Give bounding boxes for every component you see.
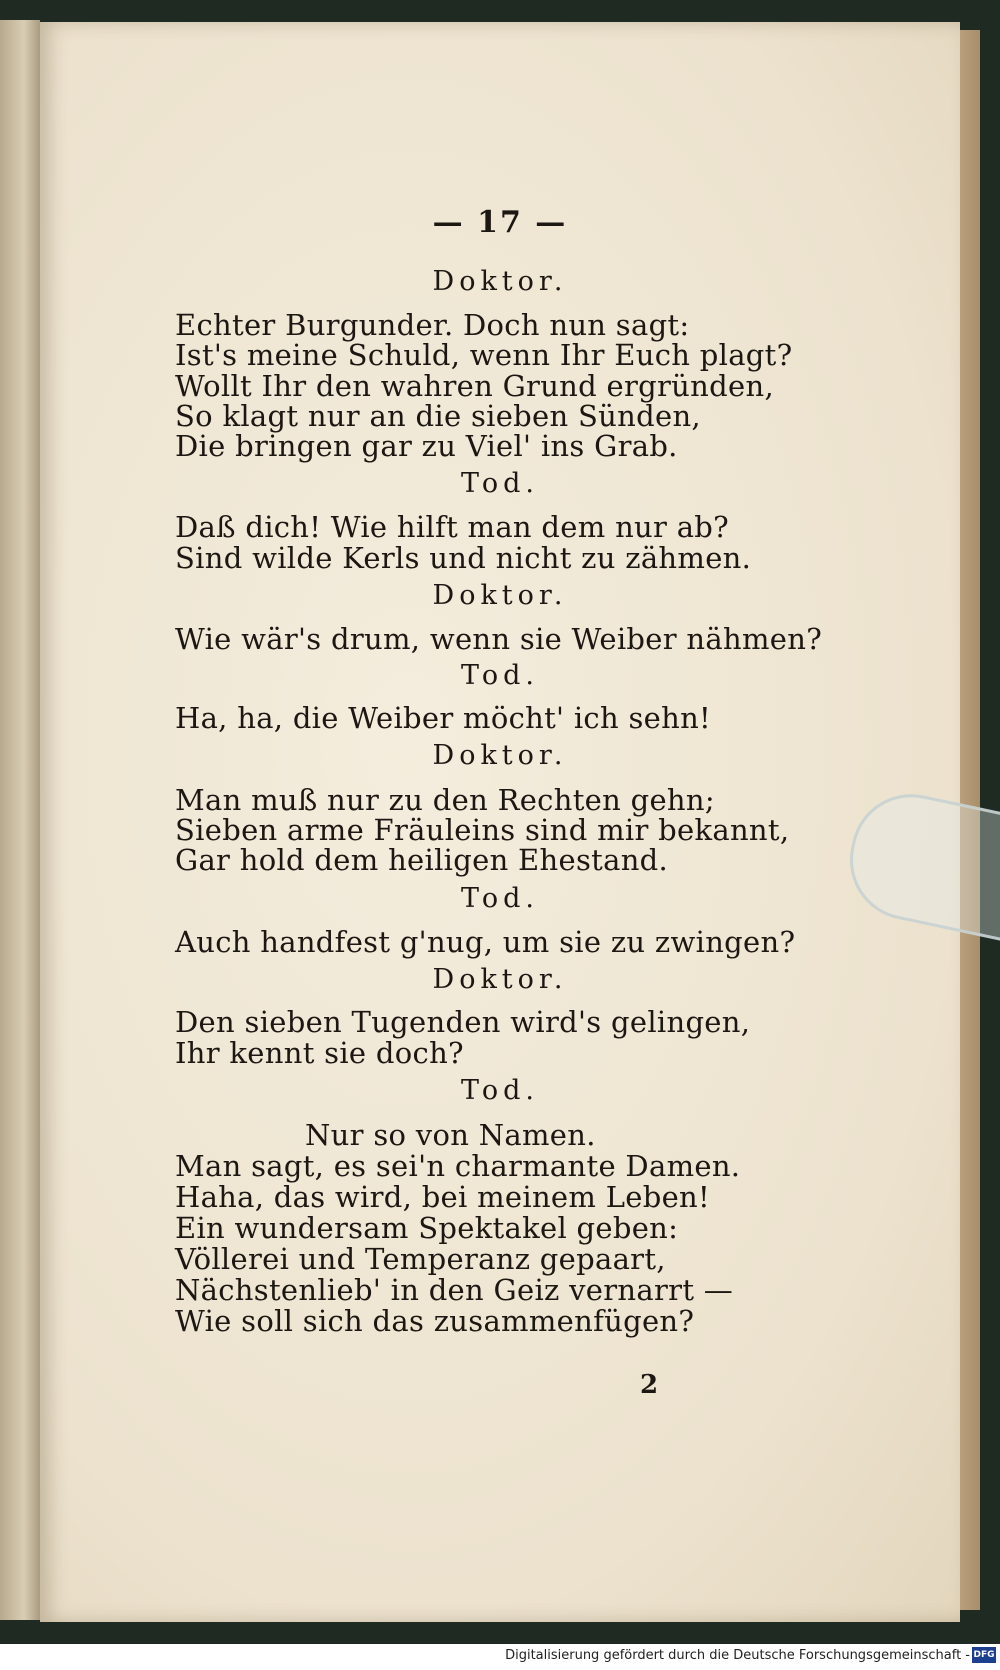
verse-line: Haha, das wird, bei meinem Leben! <box>175 1180 710 1214</box>
verse-line: Man muß nur zu den Rechten gehn; <box>175 783 715 817</box>
verse-line: Man sagt, es sei'n charmante Damen. <box>175 1149 741 1183</box>
facing-page-edge <box>0 20 40 1620</box>
verse-line: Ein wundersam Spektakel geben: <box>175 1211 679 1245</box>
speaker-tod: Tod. <box>460 660 540 691</box>
verse-line: Nächstenlieb' in den Geiz vernarrt — <box>175 1273 734 1307</box>
dfg-logo: DFG <box>972 1647 996 1663</box>
verse-line: Völlerei und Temperanz gepaart, <box>175 1242 666 1276</box>
verse-line: So klagt nur an die sieben Sünden, <box>175 399 701 433</box>
verse-line: Nur so von Namen. <box>305 1118 596 1152</box>
verse-line: Ist's meine Schuld, wenn Ihr Euch plagt? <box>175 338 793 372</box>
verse-line: Gar hold dem heiligen Ehestand. <box>175 843 669 877</box>
verse-line: Daß dich! Wie hilft man dem nur ab? <box>175 510 730 544</box>
verse-line: Sieben arme Fräuleins sind mir bekannt, <box>175 813 790 847</box>
verse-line: Sind wilde Kerls und nicht zu zähmen. <box>175 541 752 575</box>
verse-line: Ihr kennt sie doch? <box>175 1036 464 1070</box>
signature-mark: 2 <box>640 1370 659 1400</box>
speaker-doktor: Doktor. <box>432 266 568 297</box>
funding-credit: Digitalisierung gefördert durch die Deutsche Forschungsgemeinschaft - <box>505 1648 970 1663</box>
speaker-tod: Tod. <box>460 883 540 914</box>
verse-line: Die bringen gar zu Viel' ins Grab. <box>175 429 678 463</box>
verse-line: Wie soll sich das zusammenfügen? <box>175 1304 695 1338</box>
verse-line: Wollt Ihr den wahren Grund ergründen, <box>175 369 774 403</box>
speaker-tod: Tod. <box>460 1075 540 1106</box>
speaker-doktor: Doktor. <box>432 740 568 771</box>
verse-line: Echter Burgunder. Doch nun sagt: <box>175 308 690 342</box>
verse-line: Wie wär's drum, wenn sie Weiber nähmen? <box>175 622 823 656</box>
page-number: — 17 — <box>432 205 568 240</box>
speaker-doktor: Doktor. <box>432 964 568 995</box>
verse-line: Den sieben Tugenden wird's gelingen, <box>175 1005 751 1039</box>
verse-line: Auch handfest g'nug, um sie zu zwingen? <box>175 925 796 959</box>
speaker-tod: Tod. <box>460 468 540 499</box>
speaker-doktor: Doktor. <box>432 580 568 611</box>
verse-line: Ha, ha, die Weiber möcht' ich sehn! <box>175 701 712 735</box>
